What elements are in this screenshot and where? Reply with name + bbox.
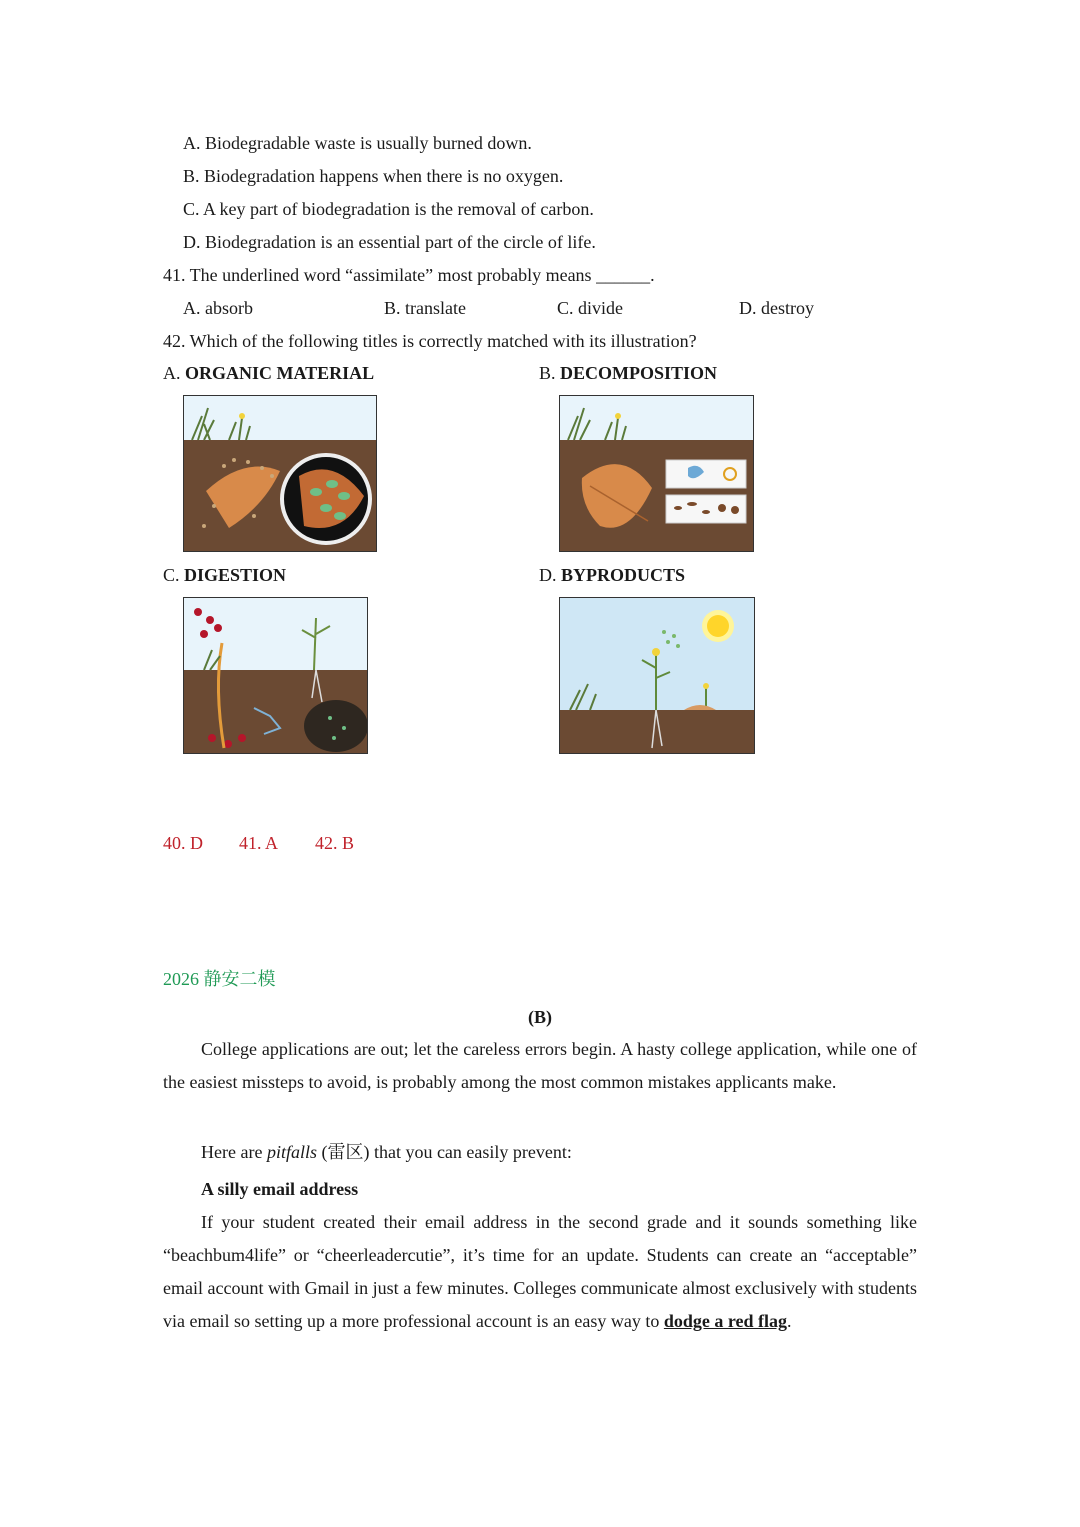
answer-42: 42. B — [315, 833, 355, 853]
q42-option-d-title: BYPRODUCTS — [561, 565, 686, 585]
pitfalls-term: pitfalls — [266, 1142, 317, 1162]
illustration-digestion — [183, 597, 368, 754]
q42-option-a-title: ORGANIC MATERIAL — [185, 363, 375, 383]
q41-option-d: D. destroy — [739, 298, 814, 318]
q42-option-a-label: A. ORGANIC MATERIAL — [163, 363, 375, 383]
q40-option-d: D. Biodegradation is an essential part of the circle of life. — [183, 232, 596, 252]
section-label: (B) — [528, 1007, 552, 1027]
illustration-decomposition — [559, 395, 754, 552]
illustration-organic-material — [183, 395, 377, 552]
q41-options — [0, 296, 1080, 320]
underlined-phrase: dodge a red flag — [663, 1311, 788, 1331]
passage-paragraph-2: Here are pitfalls (雷区) that you can easily prevent: — [201, 1142, 572, 1162]
answer-41: 41. A — [239, 833, 279, 853]
q41-option-b: B. translate — [384, 298, 466, 318]
q42-option-c-label: C. DIGESTION — [163, 565, 287, 585]
passage-heading: A silly email address — [201, 1179, 359, 1199]
q40-option-a: A. Biodegradable waste is usually burned down. — [183, 133, 532, 153]
passage-paragraph-1: College applications are out; let the careless errors begin. A hasty college application, while one of the easiest missteps to avoid, is probably among the most common mistakes applicants make. — [163, 1039, 917, 1092]
q41-stem: 41. The underlined word “assimilate” most probably means ______. — [163, 265, 655, 285]
q42-option-c-title: DIGESTION — [184, 565, 287, 585]
passage-paragraph-3: If your student created their email address in the second grade and it sounds something like “beachbum4life” or “cheerleadercutie”, it’s time for an update. Students can create an “acceptable” email account with Gmail in just a few minutes. Colleges communicate almost exclusively with students via email so setting up a more professional account is an easy way to dodge a red flag. — [163, 1212, 917, 1331]
illustration-byproducts — [559, 597, 755, 754]
q42-option-d-label: D. BYPRODUCTS — [539, 565, 686, 585]
q41-option-c: C. divide — [557, 298, 623, 318]
answer-40: 40. D — [163, 833, 203, 853]
q42-stem: 42. Which of the following titles is correctly matched with its illustration? — [163, 331, 697, 351]
q42-option-b-label: B. DECOMPOSITION — [539, 363, 718, 383]
q42-option-b-title: DECOMPOSITION — [560, 363, 718, 383]
q40-option-c: C. A key part of biodegradation is the removal of carbon. — [183, 199, 594, 219]
q40-option-b: B. Biodegradation happens when there is no oxygen. — [183, 166, 564, 186]
source-label: 2026 静安二模 — [163, 969, 276, 989]
q41-option-a: A. absorb — [183, 298, 253, 318]
